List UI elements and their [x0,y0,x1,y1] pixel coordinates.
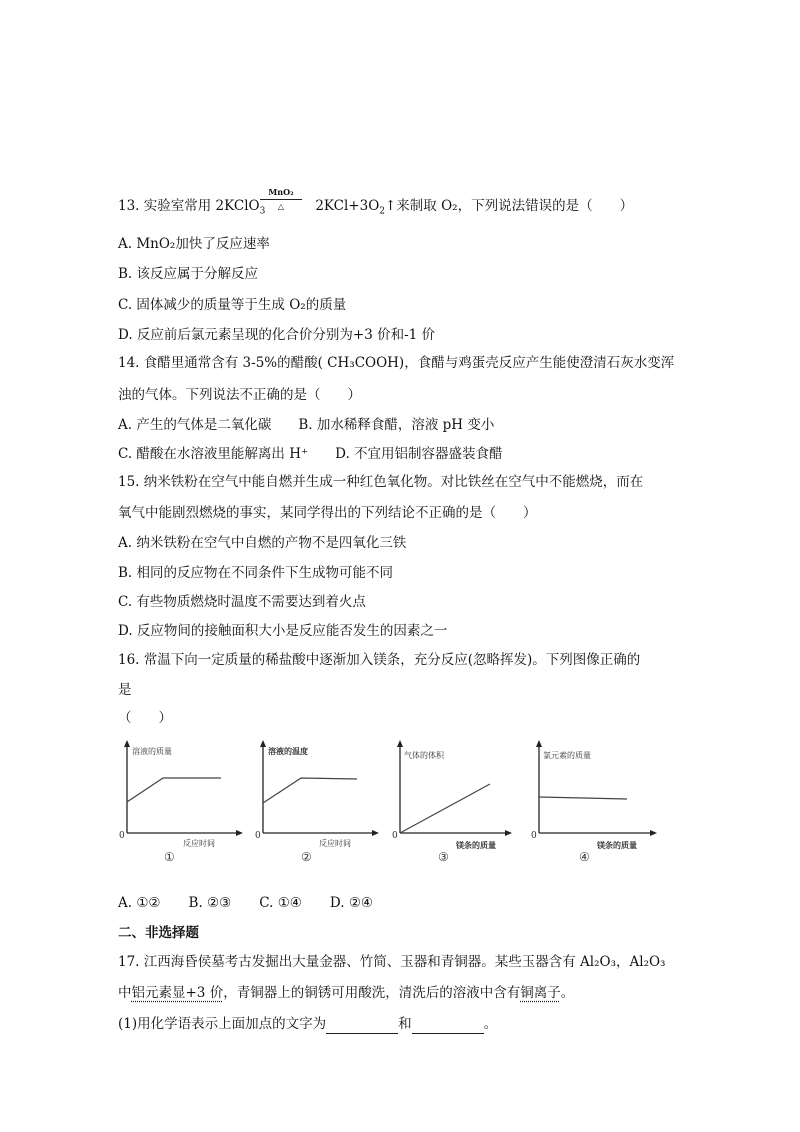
q17-line1: 17. 江西海昏侯墓考古发掘出大量金器、竹简、玉器和青铜器。某些玉器含有 Al₂O₃，Al₂O₃ [118,954,666,970]
q13-option-d: D. 反应前后氯元素呈现的化合价分别为+3 价和-1 价 [118,327,436,343]
q13-stem [118,196,633,222]
q13-option-c: C. 固体减少的质量等于生成 O₂的质量 [118,297,347,313]
q16-graph-4 [527,738,662,872]
graph4-xlabel: 镁条的质量 [597,840,637,850]
graph3-number: ③ [438,850,449,864]
q13-stem-mid: 2KCl+3O [315,198,380,214]
q14-line2: 浊的气体。下列说法不正确的是（ ） [118,387,361,403]
graph4-origin: 0 [531,831,537,841]
q17-line3-a: (1)用化学语表示上面加点的文字为 [118,1016,327,1032]
q16-line3: （ ） [118,710,172,726]
q15-option-d: D. 反应物间的接触面积大小是反应能否发生的因素之一 [118,623,448,639]
answer-blank-1[interactable] [326,1019,398,1034]
section-title: 二、非选择题 [118,925,199,941]
graph3-xlabel: 镁条的质量 [456,840,496,850]
q13-sub3: 3 [259,206,266,217]
q14-options-row2: C. 醋酸在水溶液里能解离出 H⁺ D. 不宜用铝制容器盛装食醋 [118,446,503,462]
q13-condition-bar [260,199,302,200]
q16-graph-1 [117,738,247,872]
graph2-origin: 0 [255,831,261,841]
q15-option-b: B. 相同的反应物在不同条件下生成物可能不同 [118,565,394,581]
q15-option-a: A. 纳米铁粉在空气中自燃的产物不是四氧化三铁 [118,535,407,551]
q17-line3 [118,1014,497,1034]
q16-answer-c: C. ①④ [259,895,302,911]
q14-line1: 14. 食醋里通常含有 3-5%的醋酸( CH₃COOH)，食醋与鸡蛋壳反应产生能使澄清石灰水变浑 [118,355,675,371]
q17-line2-b: ，青铜器上的铜锈可用酸洗，清洗后的溶液中含有 [223,985,521,1001]
q13-condition-top: MnO₂ [268,187,294,197]
q17-line3-b: 和 [398,1016,412,1032]
q13-option-a: A. MnO₂加快了反应速率 [118,236,270,252]
q16-graph-3 [390,738,520,872]
q16-answer-d: D. ②④ [329,895,374,911]
q15-line2: 氧气中能剧烈燃烧的事实，某同学得出的下列结论不正确的是（ ） [118,505,537,521]
graph4-number: ④ [579,850,590,864]
q17-emphasis-1: 铝元素显+3 价 [131,985,224,1001]
q13-option-b: B. 该反应属于分解反应 [118,266,259,282]
q17-emphasis-2: 铜离子 [520,985,561,1001]
q16-line1: 16. 常温下向一定质量的稀盐酸中逐渐加入镁条，充分反应(忽略挥发)。下列图像正确的 [118,652,641,668]
q16-answer-a: A. ①② [118,895,161,911]
q16-answer-options [118,893,401,913]
q16-line2: 是 [118,682,132,698]
graph1-origin: 0 [119,831,125,841]
q15-line1: 15. 纳米铁粉在空气中能自燃并生成一种红色氧化物。对比铁丝在空气中不能燃烧，而在 [118,474,644,490]
q13-sub2: 2 [379,206,385,217]
q13-stem-suffix: ↑来制取 O₂，下列说法错误的是（ ） [385,198,634,214]
q14-options-row1: A. 产生的气体是二氧化碳 B. 加水稀释食醋，溶液 pH 变小 [118,417,495,433]
graph2-xlabel: 反应时间 [319,839,351,848]
graph3-origin: 0 [392,831,398,841]
q17-line2-c: 。 [560,985,575,1001]
graph3-ylabel: 气体的体积 [404,751,444,760]
answer-blank-2[interactable] [412,1019,484,1034]
graph1-ylabel: 溶液的质量 [132,747,172,756]
graph1-xlabel: 反应时间 [183,839,215,848]
q16-graph-2 [253,738,383,872]
graph2-ylabel: 溶液的温度 [268,746,308,756]
q17-line2-a: 中 [118,985,132,1001]
q15-option-c: C. 有些物质燃烧时温度不需要达到着火点 [118,594,366,610]
graph4-ylabel: 氯元素的质量 [543,751,591,760]
q13-stem-prefix: 13. 实验室常用 2KClO [118,198,260,214]
graph1-number: ① [164,850,175,864]
q17-line3-c: 。 [483,1016,498,1032]
q16-answer-b: B. ②③ [188,895,232,911]
q17-line2 [118,983,574,1003]
q13-condition-bottom: △ [277,201,285,211]
graph2-number: ② [301,850,312,864]
